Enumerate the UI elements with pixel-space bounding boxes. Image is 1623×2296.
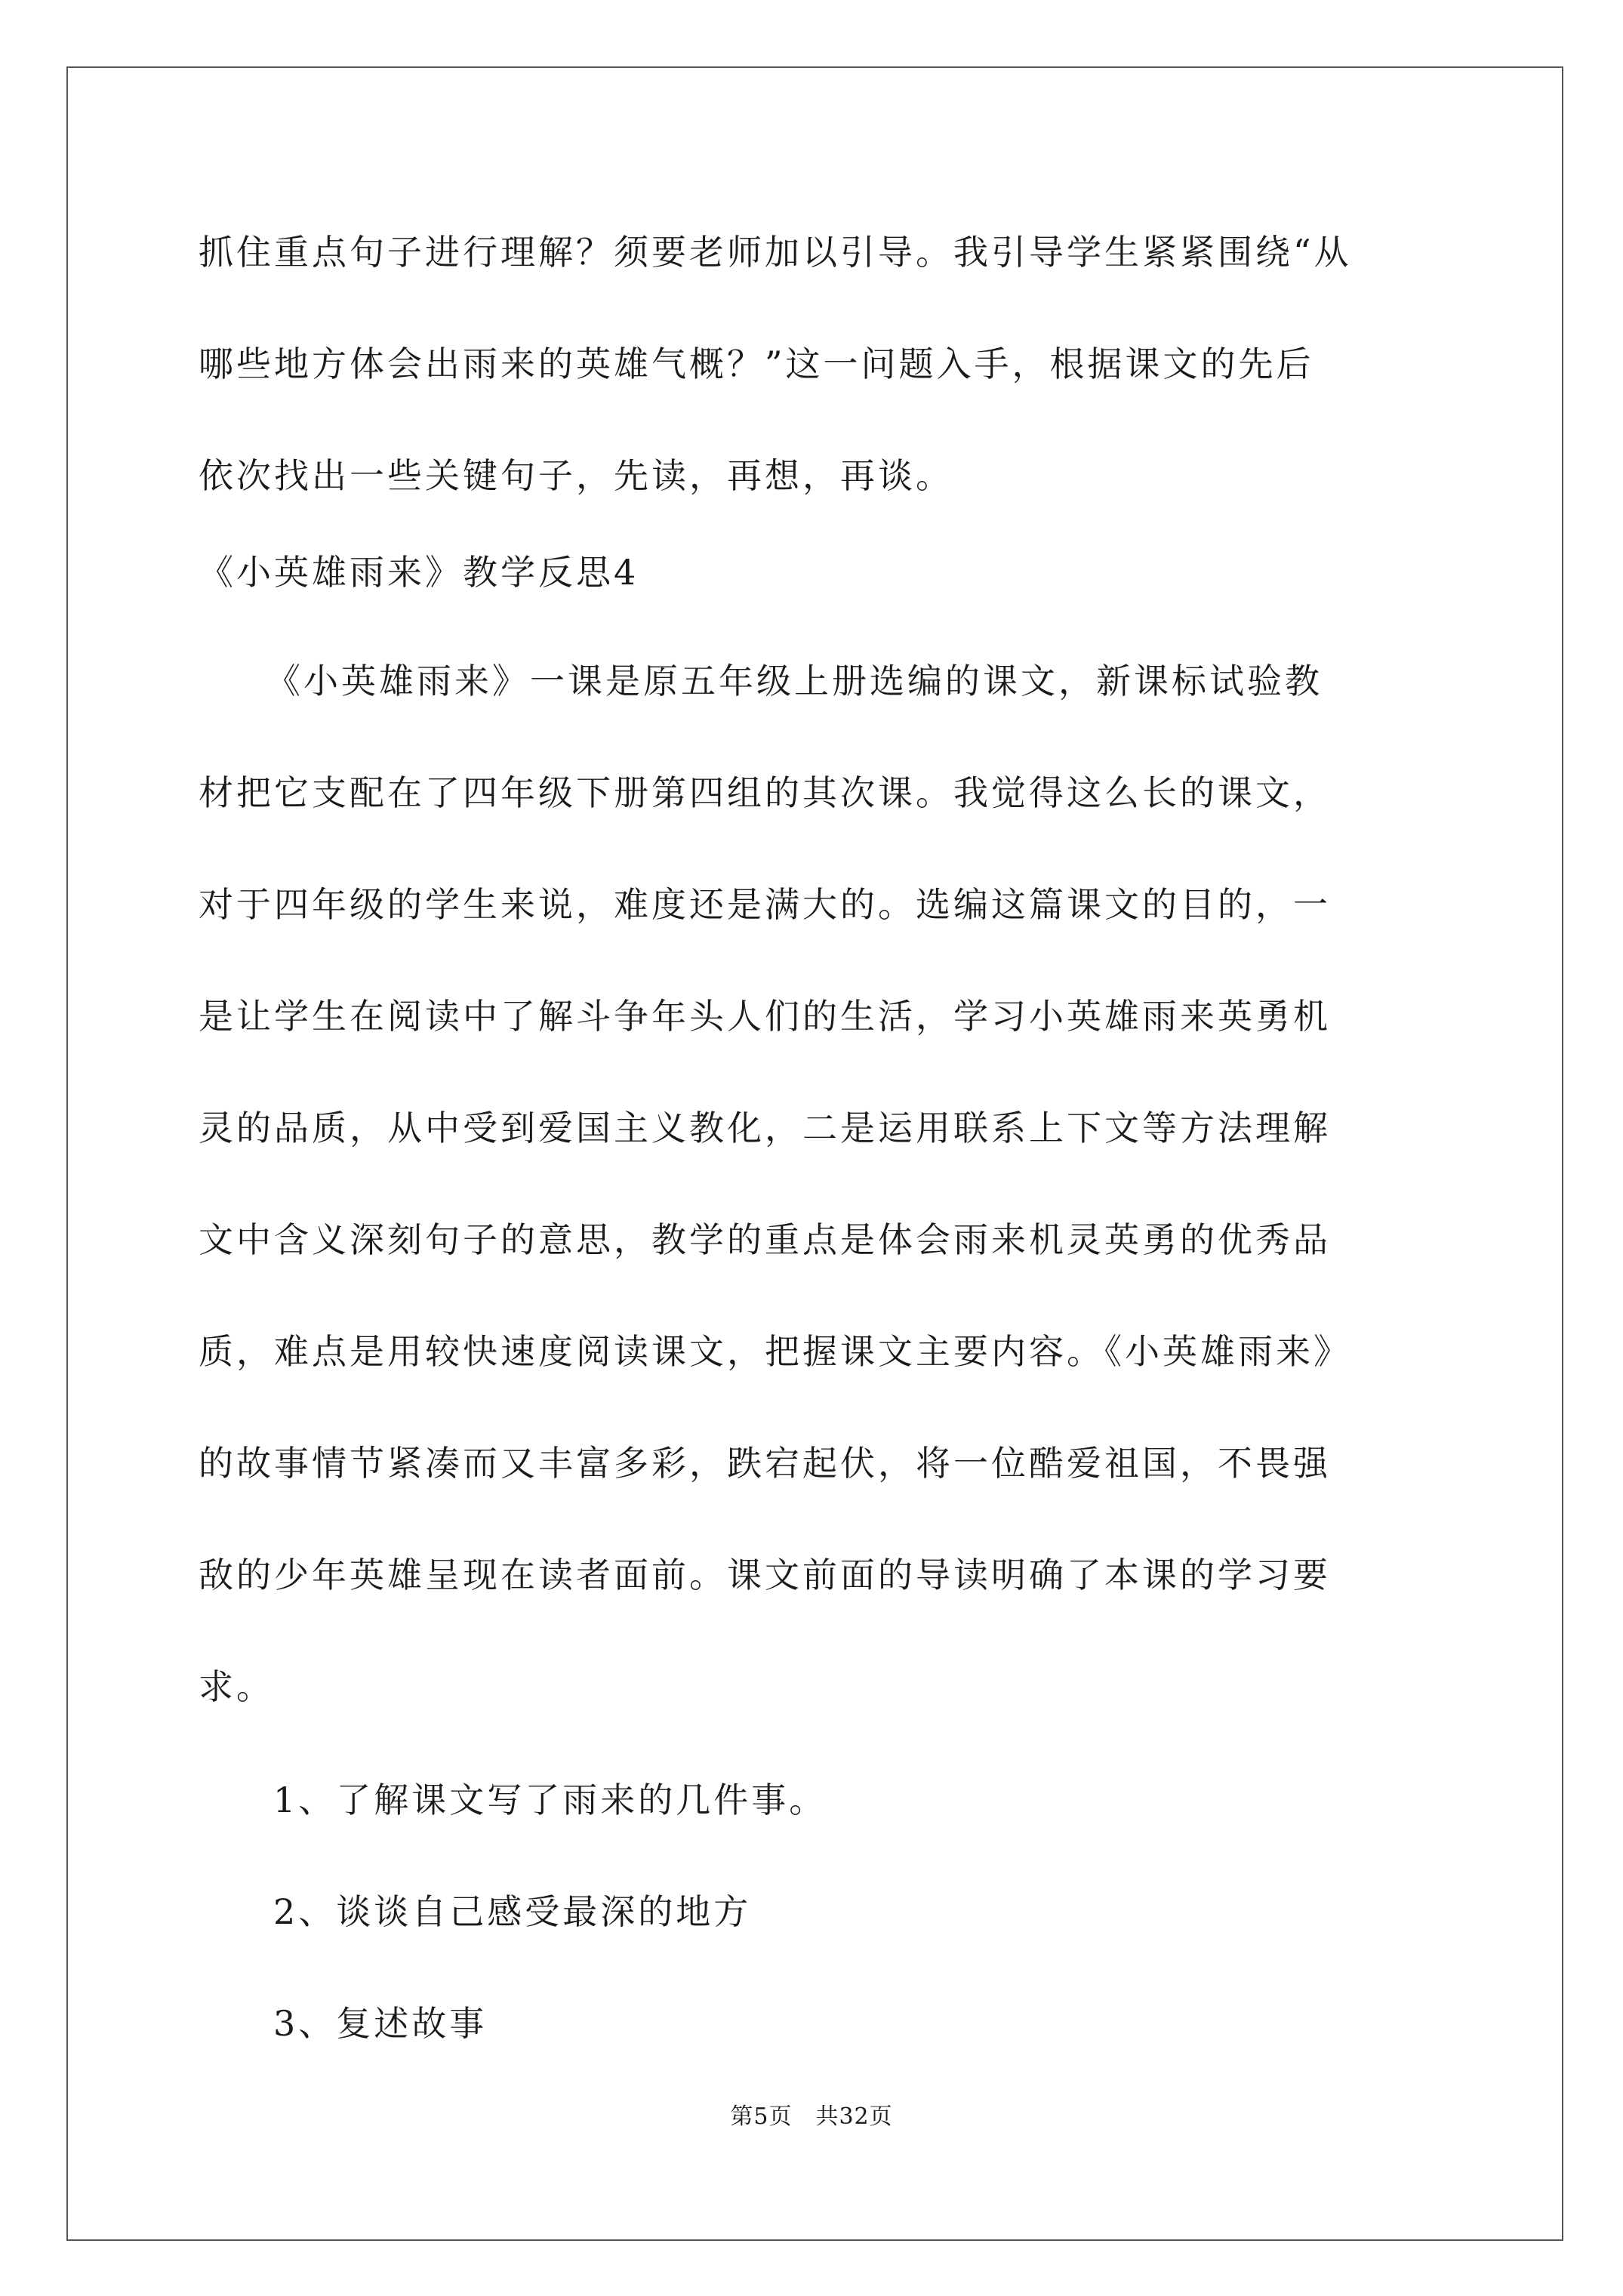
section-title: 《小英雄雨来》教学反思4 <box>199 552 639 593</box>
paragraph-line: 灵的品质，从中受到爱国主义教化，二是运用联系上下文等方法理解 <box>199 1108 1331 1148</box>
paragraph-line: 对于四年级的学生来说，难度还是满大的。选编这篇课文的目的，一 <box>199 884 1331 925</box>
list-item: 1、了解课文写了雨来的几件事。 <box>273 1780 827 1820</box>
paragraph-line: 敌的少年英雄呈现在读者面前。课文前面的导读明确了本课的学习要 <box>199 1555 1331 1595</box>
body-text-line: 哪些地方体会出雨来的英雄气概？”这一问题入手，根据课文的先后 <box>199 344 1314 384</box>
paragraph-line: 的故事情节紧凑而又丰富多彩，跌宕起伏，将一位酷爱祖国，不畏强 <box>199 1443 1331 1484</box>
paragraph-line: 是让学生在阅读中了解斗争年头人们的生活，学习小英雄雨来英勇机 <box>199 996 1331 1037</box>
list-item: 2、谈谈自己感受最深的地方 <box>273 1891 752 1932</box>
paragraph-line: 质，难点是用较快速度阅读课文，把握课文主要内容。《小英雄雨来》 <box>199 1331 1351 1372</box>
page-footer: 第5页 共32页 <box>730 2103 893 2130</box>
paragraph-line: 文中含义深刻句子的意思，教学的重点是体会雨来机灵英勇的优秀品 <box>199 1219 1331 1260</box>
body-text-line: 抓住重点句子进行理解？须要老师加以引导。我引导学生紧紧围绕“从 <box>199 232 1352 273</box>
paragraph-line: 《小英雄雨来》一课是原五年级上册选编的课文，新课标试验教 <box>266 661 1323 701</box>
paragraph-line: 求。 <box>199 1666 274 1707</box>
paragraph-line: 材把它支配在了四年级下册第四组的其次课。我觉得这么长的课文， <box>199 772 1331 813</box>
body-text-line: 依次找出一些关键句子，先读，再想，再谈。 <box>199 455 953 496</box>
list-item: 3、复述故事 <box>273 2003 488 2044</box>
